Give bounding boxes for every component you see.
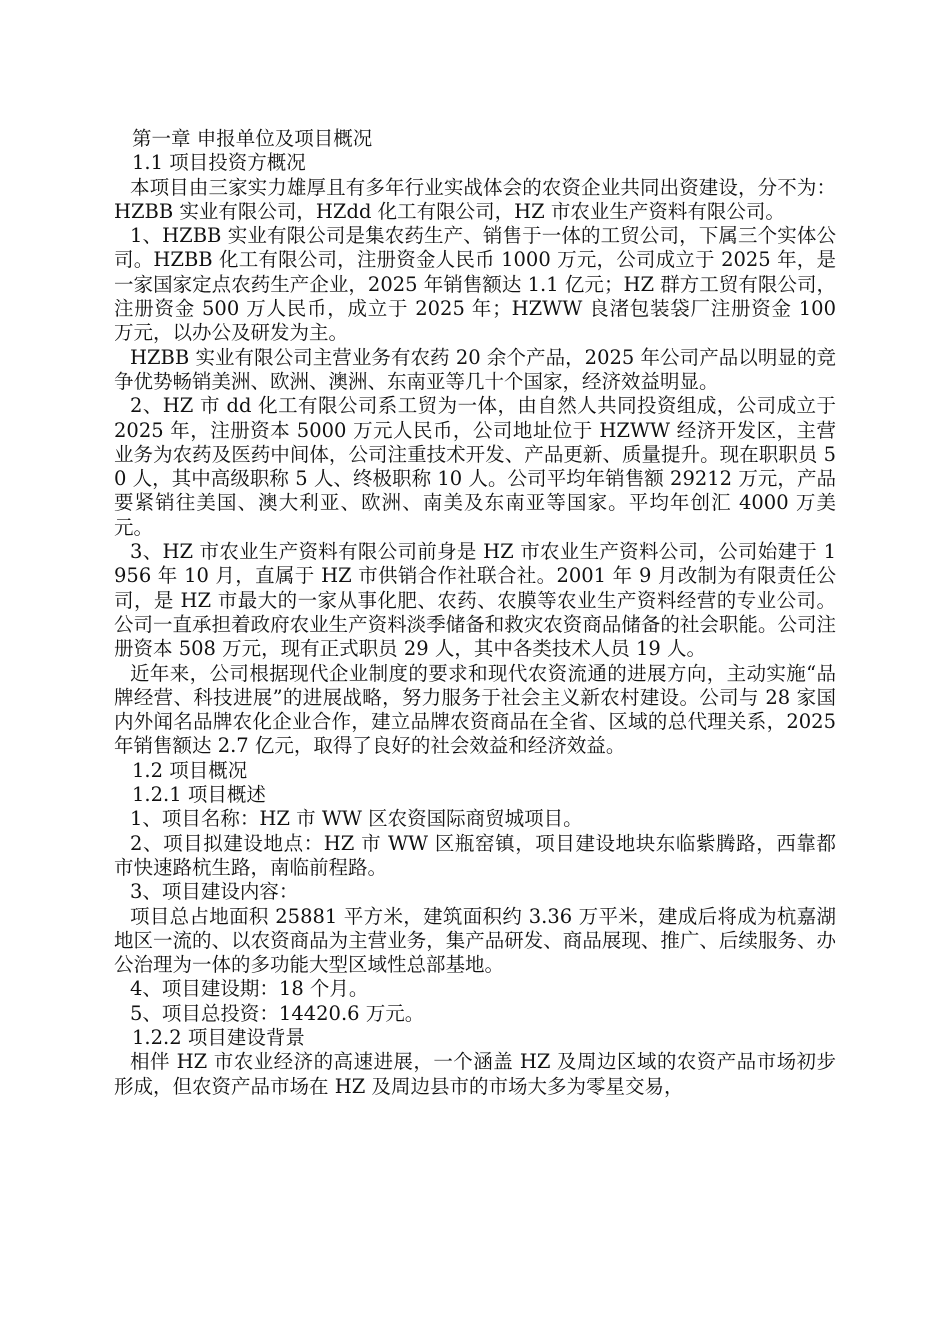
section-heading-1-2-1: 1.2.1 项目概述 — [132, 783, 266, 807]
section-heading-1-1: 1.1 项目投资方概况 — [132, 151, 306, 175]
paragraph-recent-years: 近年来，公司根据现代企业制度的要求和现代农资流通的进展方向，主动实施“品牌经营、科技进展”的进展战略，努力服务于社会主义新农村建设。公司与 28 家国内外闻名品牌农化企业合作，建立品牌农资商品在全省、区域的总代理关系，2025 年销售额达 2.7 亿元，取得了良好的社会效益和经济效益。 — [114, 661, 836, 758]
paragraph-hzdd: 2、HZ 市 dd 化工有限公司系工贸为一体，由自然人共同投资组成，公司成立于 2025 年，注册资本 5000 万元人民币，公司地址位于 HZWW 经济开发区，主营业务为农药及医药中间体，公司注重技术开发、产品更新、质量提升。现在职职员 50 人，其中高级职称 5 人、终极职称 10 人。公司平均年销售额 29212 万元，产品要紧销往美国、澳大利亚、欧洲、南美及东南亚等国家。平均年创汇 4000 万美元。 — [114, 394, 836, 539]
item-project-period: 4、项目建设期：18 个月。 — [130, 977, 369, 1001]
item-project-name: 1、项目名称：HZ 市 WW 区农资国际商贸城项目。 — [130, 807, 583, 831]
item-project-location: 2、项目拟建设地点：HZ 市 WW 区瓶窑镇，项目建设地块东临紫腾路，西靠都市快速路杭生路，南临前程路。 — [114, 831, 836, 879]
paragraph-hz-agri-supply: 3、HZ 市农业生产资料有限公司前身是 HZ 市农业生产资料公司，公司始建于 1956 年 10 月，直属于 HZ 市供销合作社联合社。2001 年 9 月改制为有限责任公司，是 HZ 市最大的一家从事化肥、农药、农膜等农业生产资料经营的专业公司。公司一直承担着政府农业生产资料淡季储备和救灾农资商品储备的社会职能。公司注册资本 508 万元，现有正式职员 29 人，其中各类技术人员 19 人。 — [114, 540, 836, 661]
section-heading-1-2-2: 1.2.2 项目建设背景 — [132, 1025, 305, 1049]
item-project-content-label: 3、项目建设内容： — [130, 880, 299, 904]
section-heading-1-2: 1.2 项目概况 — [132, 758, 248, 782]
paragraph-hzbb-business: HZBB 实业有限公司主营业务有农药 20 余个产品，2025 年公司产品以明显的竞争优势畅销美洲、欧洲、澳洲、东南亚等几十个国家，经济效益明显。 — [114, 345, 836, 393]
document-body — [114, 127, 836, 1099]
paragraph-hzbb-overview: 1、HZBB 实业有限公司是集农药生产、销售于一体的工贸公司，下属三个实体公司。HZBB 化工有限公司，注册资金人民币 1000 万元，公司成立于 2025 年，是一家国家定点农药生产企业，2025 年销售额达 1.1 亿元；HZ 群方工贸有限公司，注册资金 500 万人民币，成立于 2025 年；HZWW 良渚包装袋厂注册资金 100 万元，以办公及研发为主。 — [114, 224, 836, 345]
paragraph-investors: 本项目由三家实力雄厚且有多年行业实战体会的农资企业共同出资建设，分不为：HZBB 实业有限公司，HZdd 化工有限公司，HZ 市农业生产资料有限公司。 — [114, 175, 836, 223]
item-project-content: 项目总占地面积 25881 平方米，建筑面积约 3.36 万平米，建成后将成为杭嘉湖地区一流的、以农资商品为主营业务，集产品研发、商品展现、推广、后续服务、办公治理为一体的多功能大型区域性总部基地。 — [114, 904, 836, 977]
paragraph-background: 相伴 HZ 市农业经济的高速进展，一个涵盖 HZ 及周边区域的农资产品市场初步形成，但农资产品市场在 HZ 及周边县市的市场大多为零星交易， — [114, 1050, 836, 1098]
item-project-investment: 5、项目总投资：14420.6 万元。 — [130, 1001, 425, 1025]
chapter-title: 第一章 申报单位及项目概况 — [132, 127, 373, 150]
